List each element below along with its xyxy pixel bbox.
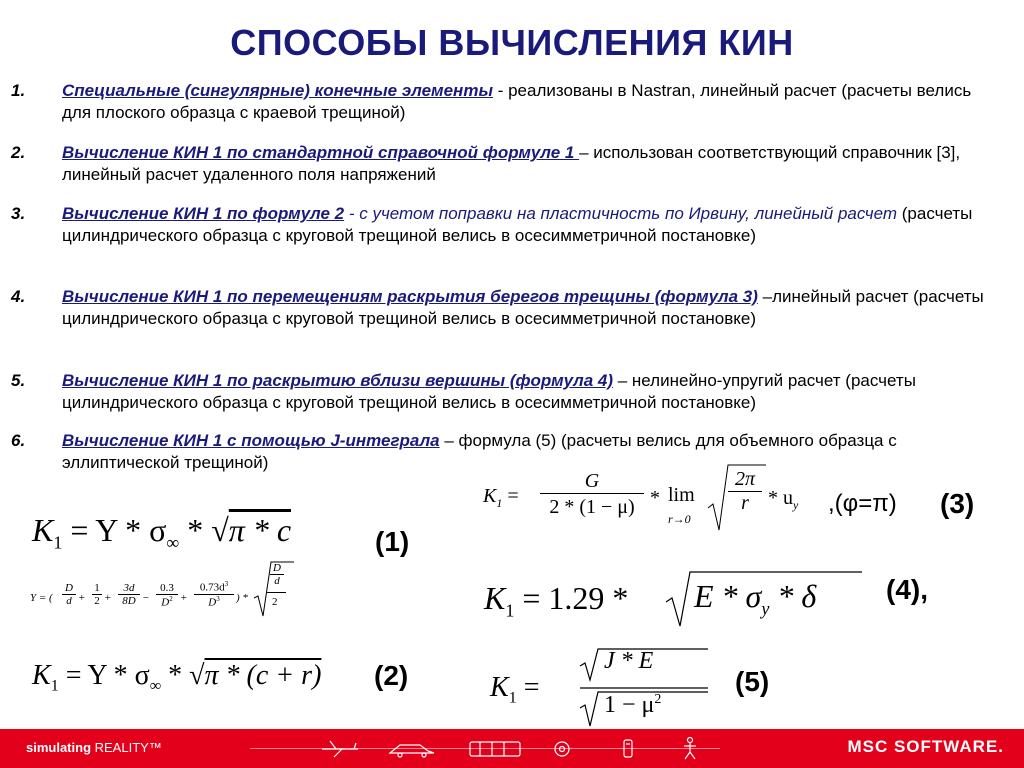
item-text: (расчеты цилиндрического образца с круговой трещиной велись в осесимметричной постановке)	[62, 204, 973, 245]
formula-mid: *	[179, 512, 212, 548]
formula-eq: = 1.29 *	[514, 580, 629, 616]
item-text: - реализованы в Nastran, линейный расчет (расчеты велись для плоского образца с краевой трещиной)	[62, 81, 972, 122]
gear-icon	[555, 742, 569, 756]
y-close: ) *	[236, 592, 248, 604]
frac-073: $0.73d^3$ $D^3$	[194, 580, 234, 608]
footer-icons	[250, 729, 720, 768]
item-number: 5.	[11, 371, 26, 390]
formula-mid: *	[161, 660, 190, 691]
formula-numerator: J * E	[604, 648, 654, 674]
frac-3d: 3d 8D	[118, 582, 140, 607]
lim-sub: r→0	[668, 512, 691, 526]
formula-condition: ,(φ=π)	[828, 490, 897, 517]
frac-03: 0.3 $D^2$	[156, 582, 178, 609]
bus-icon	[470, 742, 520, 756]
formula-eq: = Y * σ	[58, 660, 150, 691]
tail: * u	[768, 487, 793, 509]
item-heading: Вычисление КИН 1 по раскрытию вблизи вершины (формула 4)	[62, 371, 613, 390]
y-open: Y = (	[30, 592, 53, 604]
item-italic: - с учетом поправки на пластичность по Ирвину, линейный расчет	[344, 204, 898, 223]
item-number: 3.	[11, 204, 26, 223]
frac-dd: D d	[270, 562, 284, 587]
frac-half: 1 2	[92, 582, 102, 607]
formula-radicand: π * (c + r)	[204, 660, 322, 691]
formula-label: (4),	[886, 574, 928, 605]
plus: +	[78, 592, 86, 604]
item-heading: Вычисление КИН 1 по перемещениям раскрытия берегов трещины (формула 3)	[62, 287, 758, 306]
star: *	[650, 487, 660, 509]
item-heading: Вычисление КИН 1 по стандартной справочной формуле 1	[62, 143, 580, 162]
formula-label: (2)	[374, 660, 409, 691]
formula-inf: ∞	[166, 532, 180, 553]
frac-den: 2	[272, 596, 278, 608]
airplane-icon	[322, 741, 358, 757]
item-number: 4.	[11, 287, 26, 306]
formula-sub: 1	[53, 532, 63, 553]
minus: −	[142, 592, 150, 604]
formula-sub: 1	[50, 677, 59, 695]
page-title: СПОСОБЫ ВЫЧИСЛЕНИЯ КИН	[230, 22, 794, 63]
formula-eq: =	[516, 672, 540, 703]
formula-eq: = Y * σ	[62, 512, 167, 548]
formula-denominator: 1 − μ	[604, 692, 655, 718]
item-heading: Вычисление КИН 1 по формуле 2	[62, 204, 345, 223]
frac-d1: D d	[62, 582, 76, 607]
plus: +	[104, 592, 112, 604]
item-number: 2.	[11, 143, 26, 162]
item-number: 1.	[11, 81, 26, 100]
plus: +	[180, 592, 188, 604]
formula-label: (5)	[735, 666, 770, 697]
frac-g: G 2 * (1 − μ)	[540, 470, 644, 519]
msc-logo: MSC SOFTWARE.	[847, 737, 1004, 756]
item-text: –линейный расчет (расчеты цилиндрического образца с круговой трещиной велись в осесимметричной постановке)	[62, 287, 984, 328]
frac-2pi: 2π r	[728, 468, 762, 515]
formula-label: (1)	[375, 526, 410, 557]
formula-radicand: E * σ	[694, 578, 762, 614]
formula-label: (3)	[940, 488, 975, 519]
formula-radicand: π * c	[228, 512, 292, 548]
formula-lhs: K	[32, 512, 54, 548]
item-heading: Вычисление КИН 1 с помощью J-интеграла	[62, 431, 440, 450]
lim: lim	[668, 484, 695, 506]
footer-bar	[0, 729, 1024, 768]
formula-inf: ∞	[149, 677, 162, 695]
car-icon	[390, 745, 434, 757]
footer-tagline: simulating REALITY™	[26, 740, 162, 755]
item-text: – формула (5) (расчеты велись для объемного образца с эллиптической трещиной)	[62, 431, 897, 472]
item-text: – нелинейно-упругий расчет (расчеты цилиндрического образца с круговой трещиной велись в осесимметричной постановке)	[62, 371, 916, 412]
item-text: – использован соответствующий справочник [3], линейный расчет удаленного поля напряжений	[62, 143, 961, 184]
item-heading: Специальные (сингулярные) конечные элементы	[62, 81, 493, 100]
formula-lhs: K	[32, 660, 51, 691]
item-number: 6.	[11, 431, 26, 450]
